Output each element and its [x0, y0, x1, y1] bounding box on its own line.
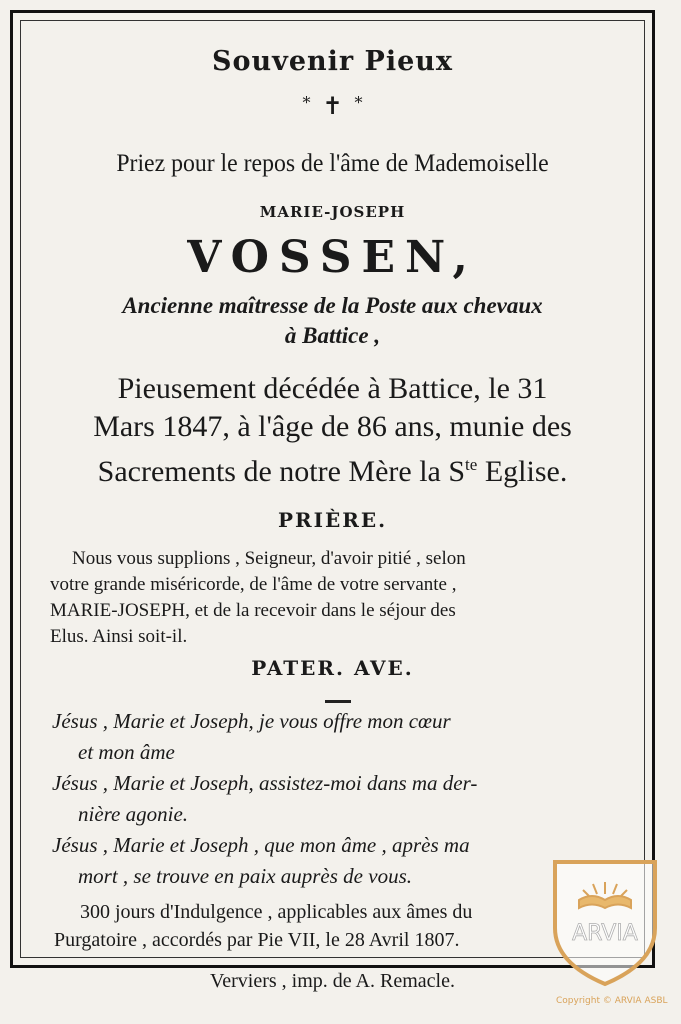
invocation-line: Jésus , Marie et Joseph, assistez-moi dans ma der-: [52, 771, 478, 795]
indulgence-line: 300 jours d'Indulgence , applicables aux âmes du: [80, 901, 473, 923]
invocation-3: [52, 830, 632, 892]
role-line-2: à Battice ,: [284, 323, 381, 348]
prayer-line: votre grande miséricorde, de l'âme de votre servante ,: [50, 574, 457, 595]
invocation-2: [52, 768, 632, 830]
invocation-line: nière agonie.: [78, 802, 189, 826]
first-name: MARIE-JOSEPH: [259, 203, 406, 221]
cross-ornament: [20, 92, 645, 120]
priere-heading: PRIÈRE.: [277, 508, 388, 532]
prayer-text: [50, 546, 628, 650]
saint-superscript: te: [465, 455, 478, 474]
priez-line: Priez pour le repos de l'âme de Mademoiselle: [116, 150, 549, 177]
invocation-1: [52, 706, 632, 768]
indulgence-line: Purgatoire , accordés par Pie VII, le 28 Avril 1807.: [54, 929, 460, 951]
death-line-3-text: Sacrements de notre Mère la S: [97, 455, 466, 488]
death-line-3-end: Eglise.: [477, 455, 568, 488]
copyright-notice: Copyright © ARVIA ASBL: [556, 996, 668, 1006]
invocation-line: mort , se trouve en paix auprès de vous.: [78, 864, 412, 888]
star-icon: *: [354, 93, 363, 112]
invocation-line: et mon âme: [78, 740, 175, 764]
card-title: Souvenir Pieux: [212, 46, 453, 77]
arvia-logo: [549, 858, 661, 988]
printer-credit: Verviers , imp. de A. Remacle.: [210, 970, 455, 992]
prayer-line: Elus. Ainsi soit-il.: [50, 626, 188, 647]
invocation-line: Jésus , Marie et Joseph, je vous offre mon cœur: [52, 709, 451, 733]
invocation-line: Jésus , Marie et Joseph , que mon âme , après ma: [52, 833, 470, 857]
surname: VOSSEN,: [187, 232, 478, 283]
role-line-1: Ancienne maîtresse de la Poste aux chevaux: [122, 293, 543, 318]
cross-icon: ✝: [322, 92, 343, 120]
death-line-2: Mars 1847, à l'âge de 86 ans, munie des: [93, 410, 572, 443]
pater-ave: PATER. AVE.: [251, 656, 414, 680]
death-line-3: [20, 446, 645, 491]
prayer-line: MARIE-JOSEPH, et de la recevoir dans le séjour des: [50, 600, 456, 621]
death-line-1: Pieusement décédée à Battice, le 31: [117, 372, 548, 405]
death-notice: [20, 370, 645, 491]
divider-dash: [325, 700, 351, 703]
indulgence-text: [54, 898, 632, 954]
logo-text: ARVIA: [572, 921, 638, 946]
prayer-line: Nous vous supplions , Seigneur, d'avoir pitié , selon: [72, 548, 466, 569]
star-icon: *: [302, 93, 311, 112]
